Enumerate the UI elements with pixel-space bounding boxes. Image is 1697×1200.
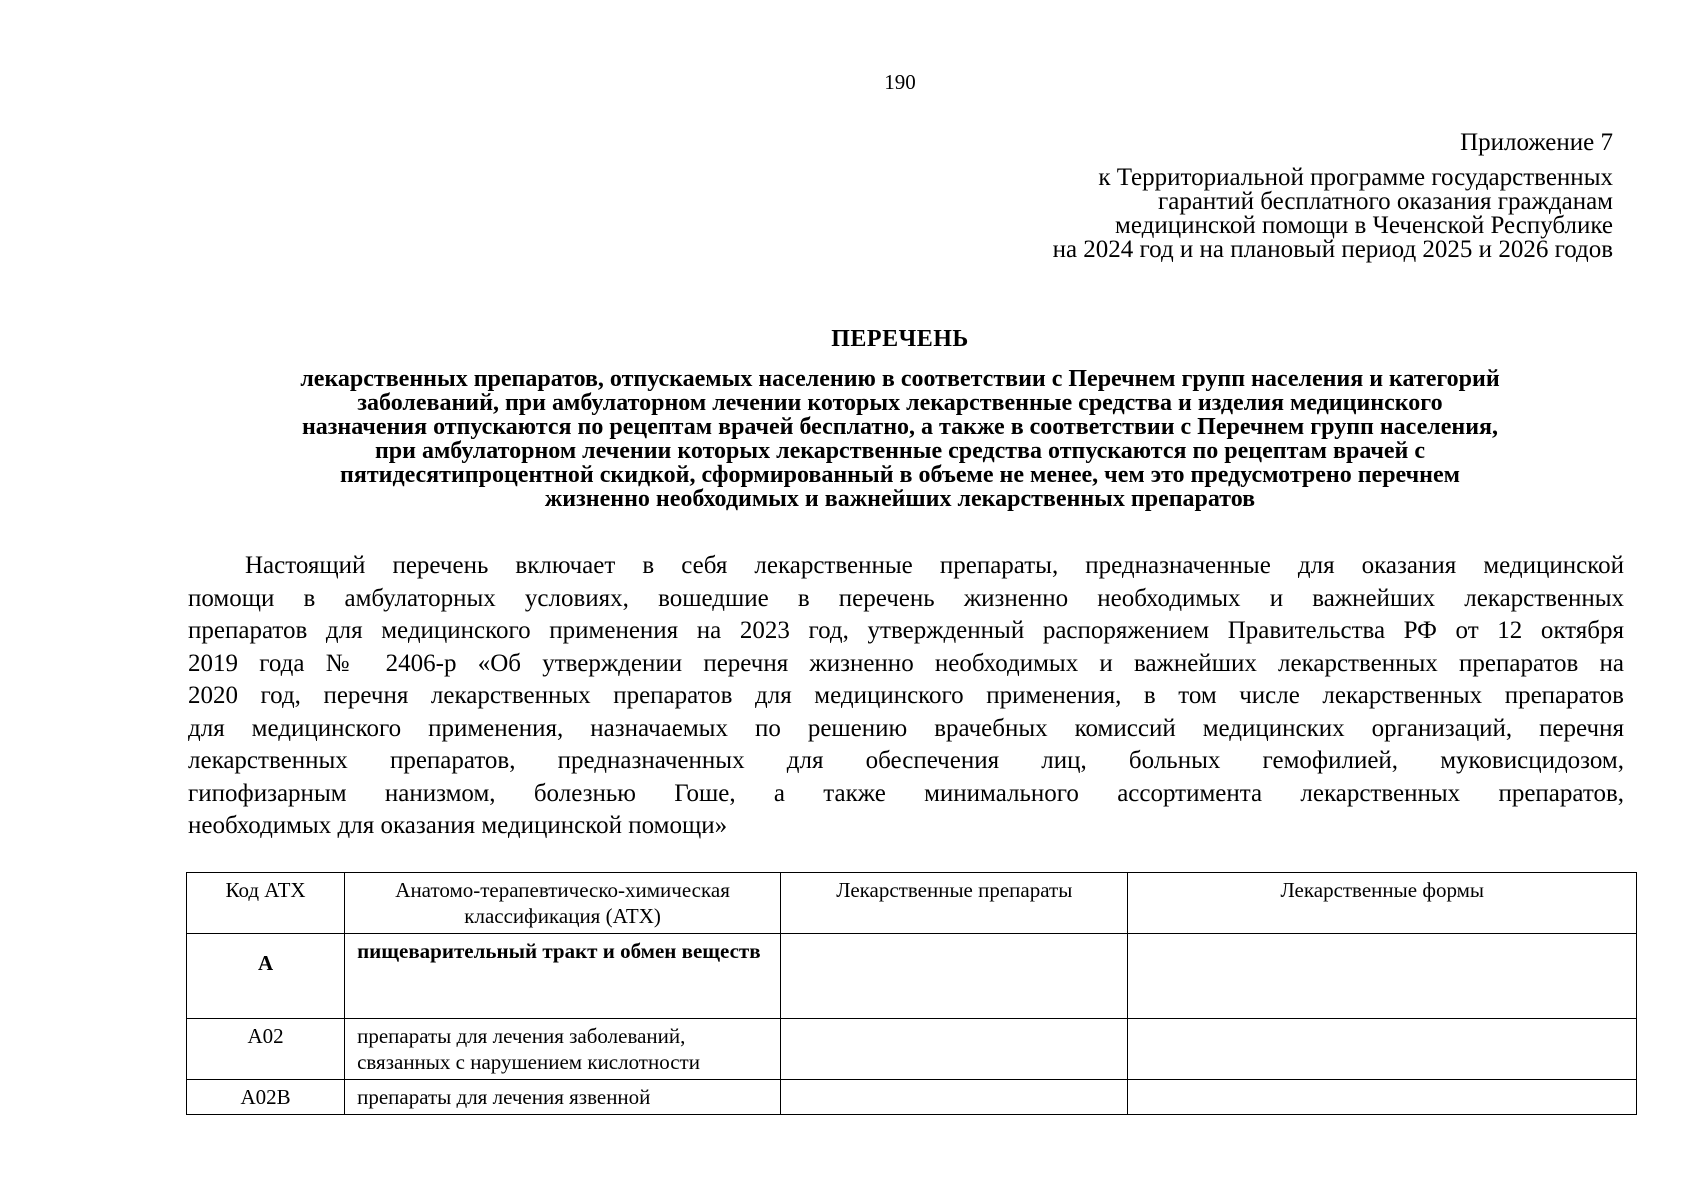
intro-line: помощи в амбулаторных условиях, вошедшие в перечень жизненно необходимых и важнейших лекарственных bbox=[188, 584, 1624, 612]
intro-line: гипофизарным нанизмом, болезнью Гоше, а также минимального ассортимента лекарственных препаратов, bbox=[188, 779, 1624, 807]
cell-code: А02 bbox=[187, 1019, 345, 1080]
subheading-line: заболеваний, при амбулаторном лечении которых лекарственные средства и изделия медицинского bbox=[357, 390, 1443, 416]
header-drugs: Лекарственные препараты bbox=[781, 873, 1128, 934]
intro-paragraph bbox=[188, 550, 1624, 843]
cell-classification: препараты для лечения заболеваний, связанных с нарушением кислотности bbox=[345, 1019, 781, 1080]
cell-forms bbox=[1128, 1080, 1637, 1115]
header-atx-code: Код АТХ bbox=[187, 873, 345, 934]
intro-line: лекарственных препаратов, предназначенных для обеспечения лиц, больных гемофилией, муковисцидозом, bbox=[188, 747, 1624, 774]
subheading-line: жизненно необходимых и важнейших лекарственных препаратов bbox=[544, 486, 1256, 512]
appendix-subtitle bbox=[1053, 166, 1613, 262]
table-row bbox=[187, 1080, 1637, 1115]
intro-line: Настоящий перечень включает в себя лекарственные препараты, предназначенные для оказания медицинской bbox=[245, 552, 1624, 579]
subheading-line: назначения отпускаются по рецептам врачей бесплатно, а также в соответствии с Перечнем групп населения, bbox=[301, 414, 1499, 440]
document-heading: ПЕРЕЧЕНЬ bbox=[831, 326, 969, 352]
atx-table bbox=[186, 872, 1637, 1115]
subheading-line: при амбулаторном лечении которых лекарственные средства отпускаются по рецептам врачей с bbox=[374, 438, 1426, 464]
document-subheading bbox=[120, 367, 1680, 511]
cell-drugs bbox=[781, 934, 1128, 1019]
intro-line: 2020 год, перечня лекарственных препаратов для медицинского применения, в том числе лекарственных препаратов bbox=[188, 682, 1624, 709]
table-row bbox=[187, 934, 1637, 1019]
header-forms: Лекарственные формы bbox=[1128, 873, 1637, 934]
appendix-subtitle-line: медицинской помощи в Чеченской Республике bbox=[1115, 212, 1613, 239]
table-header-row bbox=[187, 873, 1637, 934]
cell-forms bbox=[1128, 1019, 1637, 1080]
intro-line: 2019 года № 2406-р «Об утверждении перечня жизненно необходимых и важнейших лекарственных препаратов на bbox=[188, 649, 1624, 677]
appendix-title: Приложение 7 bbox=[1460, 129, 1613, 156]
appendix-subtitle-line: гарантий бесплатного оказания гражданам bbox=[1157, 188, 1613, 215]
header-atx-classification: Анатомо-терапевтическо-химическая классификация (АТХ) bbox=[345, 873, 781, 934]
subheading-line: пятидесятипроцентной скидкой, сформированный в объеме не менее, чем это предусмотрено перечнем bbox=[340, 462, 1460, 488]
subheading-line: лекарственных препаратов, отпускаемых населению в соответствии с Перечнем групп населения и категорий bbox=[300, 366, 1500, 392]
page-number: 190 bbox=[884, 70, 916, 94]
appendix-subtitle-line: на 2024 год и на плановый период 2025 и 2026 годов bbox=[1052, 236, 1613, 263]
cell-code: А bbox=[187, 934, 345, 1019]
table-row bbox=[187, 1019, 1637, 1080]
intro-line: необходимых для оказания медицинской помощи» bbox=[188, 812, 728, 839]
cell-forms bbox=[1128, 934, 1637, 1019]
cell-code: А02В bbox=[187, 1080, 345, 1115]
appendix-subtitle-line: к Территориальной программе государственных bbox=[1098, 164, 1613, 191]
intro-line: препаратов для медицинского применения на 2023 год, утвержденный распоряжением Правительства РФ от 12 октября bbox=[188, 617, 1624, 644]
cell-drugs bbox=[781, 1080, 1128, 1115]
cell-drugs bbox=[781, 1019, 1128, 1080]
cell-classification: пищеварительный тракт и обмен веществ bbox=[345, 934, 781, 1019]
cell-classification: препараты для лечения язвенной bbox=[345, 1080, 781, 1115]
intro-line: для медицинского применения, назначаемых по решению врачебных комиссий медицинских организаций, перечня bbox=[188, 714, 1624, 742]
